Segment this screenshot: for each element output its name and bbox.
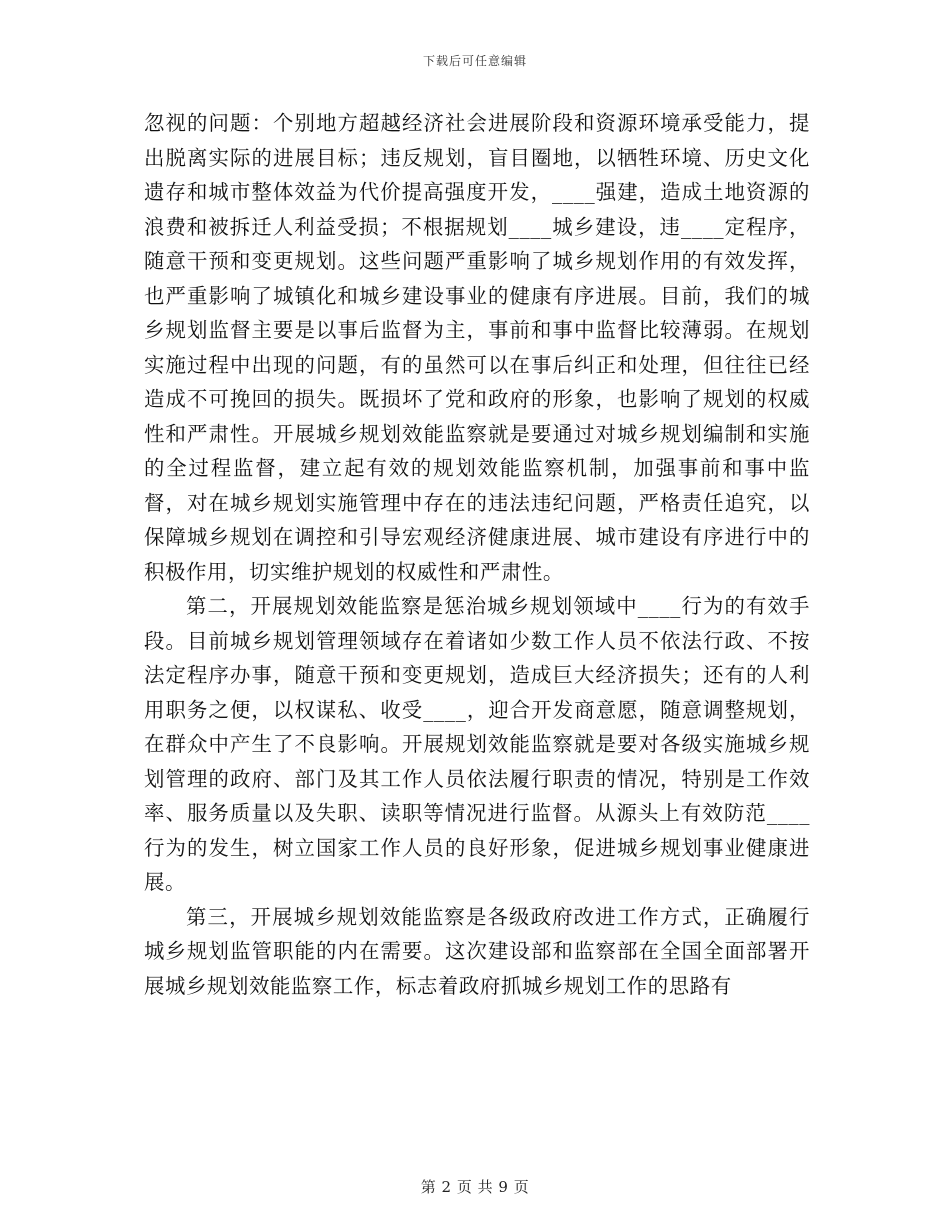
page-header: 下载后可任意编辑 bbox=[422, 54, 527, 68]
page-number: 第 2 页 共 9 页 bbox=[420, 1178, 530, 1196]
document-body bbox=[144, 106, 810, 1003]
paragraph-1: 忽视的问题：个别地方超越经济社会进展阶段和资源环境承受能力，提出脱离实际的进展目标；违反规划，盲目圈地，以牺牲环境、历史文化遗存和城市整体效益为代价提高强度开发，____强建，造成土地资源的浪费和被拆迁人利益受损；不根据规划____城乡建设，违____定程序，随意干预和变更规划。这些问题严重影响了城乡规划作用的有效发挥，也严重影响了城镇化和城乡建设事业的健康有序进展。目前，我们的城乡规划监督主要是以事后监督为主，事前和事中监督比较薄弱。在规划实施过程中出现的问题，有的虽然可以在事后纠正和处理，但往往已经造成不可挽回的损失。既损坏了党和政府的形象，也影响了规划的权威性和严肃性。开展城乡规划效能监察就是要通过对城乡规划编制和实施的全过程监督，建立起有效的规划效能监察机制，加强事前和事中监督，对在城乡规划实施管理中存在的违法违纪问题，严格责任追究，以保障城乡规划在调控和引导宏观经济健康进展、城市建设有序进行中的积极作用，切实维护规划的权威性和严肃性。 bbox=[144, 111, 810, 584]
paragraph-2: 第二，开展规划效能监察是惩治城乡规划领域中____行为的有效手段。目前城乡规划管理领域存在着诸如少数工作人员不依法行政、不按法定程序办事，随意干预和变更规划，造成巨大经济损失；还有的人利用职务之便，以权谋私、收受____，迎合开发商意愿，随意调整规划，在群众中产生了不良影响。开展规划效能监察就是要对各级实施城乡规划管理的政府、部门及其工作人员依法履行职责的情况，特别是工作效率、服务质量以及失职、读职等情况进行监督。从源头上有效防范____行为的发生，树立国家工作人员的良好形象，促进城乡规划事业健康进展。 bbox=[144, 594, 810, 894]
paragraph-3: 第三，开展城乡规划效能监察是各级政府改进工作方式，正确履行城乡规划监管职能的内在需要。这次建设部和监察部在全国全面部署开展城乡规划效能监察工作，标志着政府抓城乡规划工作的思路有 bbox=[144, 904, 810, 998]
